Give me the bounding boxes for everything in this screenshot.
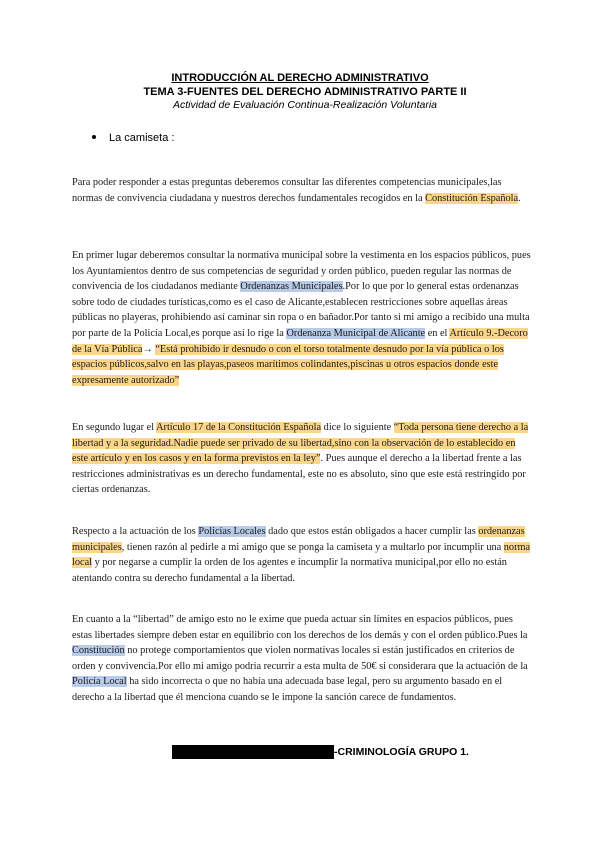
p4-highlight-2: ordenanzas municipales: [72, 526, 525, 553]
document-footer: [172, 745, 469, 759]
p4-text-2: dado que estos están obligados a hacer cumplir las: [265, 526, 479, 537]
p4-text-3: , tienen razón al pedirle a mi amigo que se ponga la camiseta y a multarlo por incumplir una: [121, 541, 504, 553]
p3-highlight-2: “Toda persona tiene derecho a la libertad y a la seguridad.Nadie puede ser privado de su libertad,sino con la observación de lo establecido en este artículo y en los casos y en la forma previstos en la ley”: [72, 422, 529, 465]
p5-text-2: no protege comportamientos que violen normativas locales si están justificados en criterios de orden y convivencia.Por ello mi amigo podría recurrir a esta multa de 50€ si considerara que la actuación de la: [72, 645, 528, 672]
p5-text-1: En cuanto a la “libertad” de amigo esto no le exime que pueda actuar sin límites en espacios públicos, pues estas libertades siempre deben estar en equilibrio con los derechos de los demás y con el orden público.Pues la: [72, 614, 528, 641]
bullet-item: [92, 132, 174, 144]
p5-highlight-1: Constitución: [72, 645, 125, 657]
p3-highlight-1: Artículo 17 de la Constitución Española: [156, 422, 322, 433]
p2-highlight-4: “Está prohibido ir desnudo o con el torso totalmente desnudo por la vía pública o los espacios públicos,salvo en las playas,paseos marítimos colindantes,piscinas u otros espacios donde este expresamente autorizado”: [72, 343, 504, 386]
document-header: [0, 71, 600, 112]
p4-highlight-3: norma local: [72, 541, 531, 569]
p3-text-2: dice lo siguiente: [321, 422, 394, 433]
footer-text: -CRIMINOLOGÍA GRUPO 1.: [334, 745, 469, 758]
p2-text-3: en el: [425, 327, 450, 339]
activity-line: Actividad de Evaluación Continua-Realización Voluntaria: [172, 99, 438, 111]
paragraph-4: [72, 524, 532, 586]
p2-text-2: .Por lo que por lo general estas ordenanzas sobre todo de ciudades turísticas,como es el caso de Alicante,establecen restricciones sobre aquellas áreas públicas no playeras, prohibiendo así caminar sin ropa o en bañador.Por tanto si mi amigo a recibido una multa por parte de la Policía Local,es porque así lo rige la: [72, 281, 530, 339]
p4-highlight-1: Policías Locales: [198, 526, 266, 537]
p5-highlight-2: Policía Local: [72, 676, 127, 688]
p2-text-4: →: [142, 343, 156, 355]
p2-highlight-2: Ordenanza Municipal de Alicante: [286, 327, 426, 339]
redacted-name-block: [172, 745, 334, 759]
document-subtitle: TEMA 3-FUENTES DEL DERECHO ADMINISTRATIVO PARTE II: [143, 86, 467, 98]
p3-text-1: En segundo lugar el: [72, 422, 157, 433]
p4-text-4: y por negarse a cumplir la orden de los agentes e incumplir la normativa municipal,por ello no están atentando contra su derecho fundamental a la libertad.: [72, 557, 507, 584]
document-title: INTRODUCCIÓN AL DERECHO ADMINISTRATIVO: [171, 72, 429, 84]
paragraph-1: [72, 175, 532, 206]
paragraph-5: [72, 612, 532, 706]
bullet-text: La camiseta :: [109, 132, 175, 144]
p1-highlight-1: Constitución Española: [425, 192, 519, 204]
bullet-icon: [92, 135, 96, 139]
p3-text-3: . Pues aunque el derecho a la libertad frente a las restricciones administrativas es un derecho fundamental, este no es absoluto, sino que este está restringido por ciertas ordenanzas.: [72, 453, 526, 496]
p4-text-1: Respecto a la actuación de los: [72, 526, 199, 537]
paragraph-3: [72, 420, 532, 498]
p1-text-2: .: [518, 192, 521, 204]
p1-text-1: Para poder responder a estas preguntas deberemos consultar las diferentes competencias municipales,las normas de convivencia ciudadana y nuestros derechos fundamentales recogidos en la: [72, 177, 502, 204]
p2-highlight-3: Artículo 9.-Decoro de la Vía Pública: [72, 327, 528, 355]
paragraph-2: [72, 248, 532, 388]
p2-text-1: En primer lugar deberemos consultar la normativa municipal sobre la vestimenta en los espacios públicos, pues los Ayuntamientos dentro de sus competencias de seguridad y orden público, pueden regular las normas de convivencia de los ciudadanos mediante: [72, 250, 531, 293]
p5-text-3: ha sido incorrecta o que no había una adecuada base legal, pero su argumento basado en el derecho a la libertad que él menciona cuando se le impone la sanción carece de fundamentos.: [72, 676, 503, 703]
p2-highlight-1: Ordenanzas Municipales: [240, 281, 343, 293]
